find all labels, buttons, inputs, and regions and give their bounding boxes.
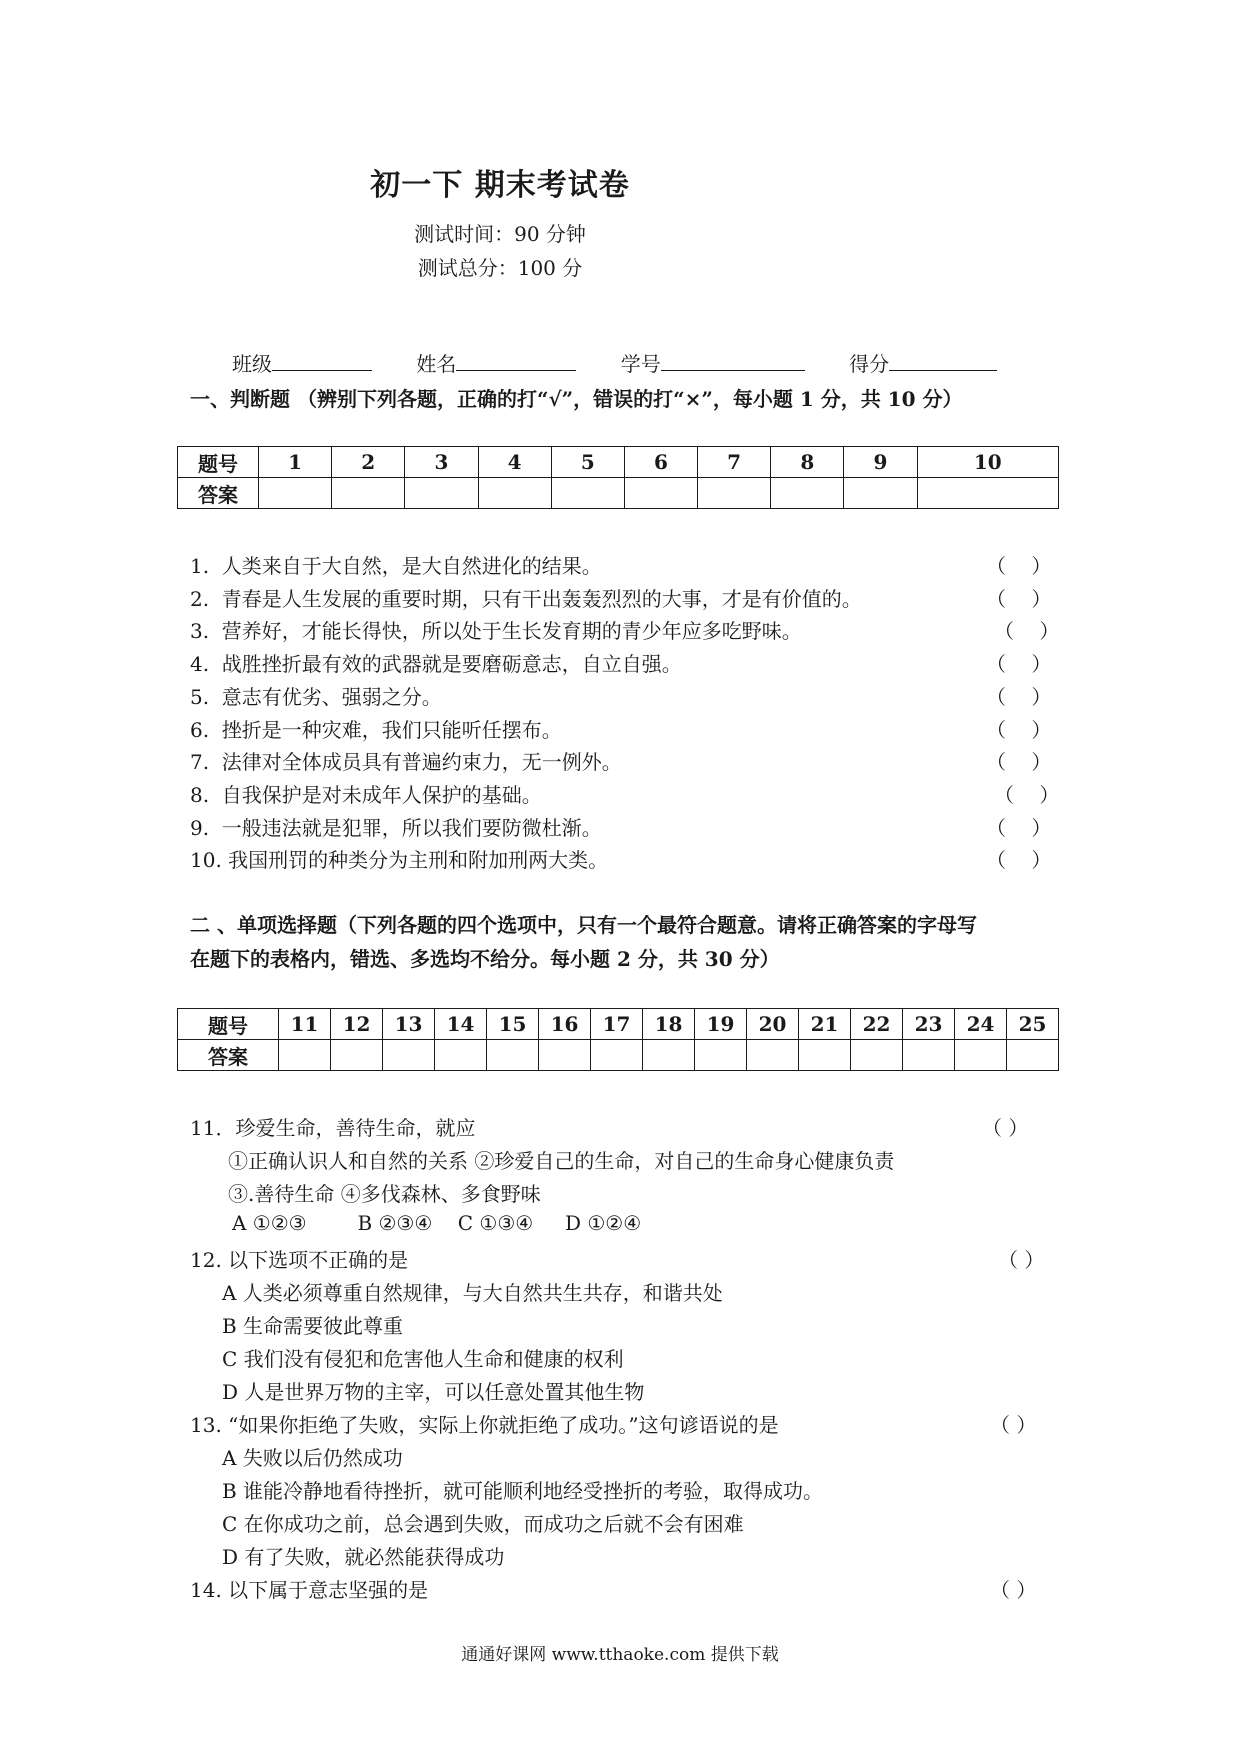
answer-cell[interactable]: [331, 1040, 383, 1071]
table-number-cell: 1: [259, 447, 332, 478]
question-14-answer-paren[interactable]: （ ）: [990, 1578, 1037, 1602]
question-14-stem: 14. 以下属于意志坚强的是: [190, 1578, 429, 1602]
table-header-row: [178, 447, 1059, 478]
tf-question-1: 1. 人类来自于大自然，是大自然进化的结果。: [190, 554, 602, 578]
answer-cell[interactable]: [698, 478, 771, 509]
answer-cell[interactable]: [259, 478, 332, 509]
table-number-cell: 3: [405, 447, 478, 478]
table-number-cell: 9: [844, 447, 917, 478]
tf-question-5: 5. 意志有优劣、强弱之分。: [190, 684, 442, 709]
question-11-statements-2: ③.善待生命 ④多伐森林、多食野味: [228, 1182, 541, 1206]
tf-question-7: 7. 法律对全体成员具有普遍约束力，无一例外。: [190, 750, 622, 775]
answer-cell[interactable]: [844, 478, 917, 509]
question-12-stem: 12. 以下选项不正确的是: [190, 1248, 409, 1272]
table-number-cell: 23: [903, 1009, 955, 1040]
score-label: 得分: [849, 352, 890, 376]
table-number-cell: 14: [435, 1009, 487, 1040]
tf-answer-paren-4[interactable]: （ ）: [986, 652, 1052, 677]
answer-cell[interactable]: [624, 478, 697, 509]
question-11-statements-1: ①正确认识人和自然的关系 ②珍爱自己的生命，对自己的生命身心健康负责: [228, 1149, 895, 1173]
tf-answer-paren-7[interactable]: （ ）: [986, 750, 1052, 775]
answer-cell[interactable]: [591, 1040, 643, 1071]
table-number-cell: 25: [1007, 1009, 1059, 1040]
answer-cell[interactable]: [955, 1040, 1007, 1071]
answer-cell[interactable]: [799, 1040, 851, 1071]
tf-question-6: 6. 挫折是一种灾难，我们只能听任摆布。: [190, 717, 562, 742]
table-answer-label: 答案: [178, 478, 259, 509]
question-12-answer-paren[interactable]: （ ）: [998, 1248, 1045, 1272]
question-12-option-a: A 人类必须尊重自然规律，与大自然共生共存，和谐共处: [222, 1281, 723, 1305]
student-id-label: 学号: [620, 352, 661, 376]
table-number-cell: 17: [591, 1009, 643, 1040]
table-number-cell: 15: [487, 1009, 539, 1040]
answer-cell[interactable]: [917, 478, 1058, 509]
question-11-options: A ①②③ B ②③④ C ①③④ D ①②④: [232, 1211, 642, 1235]
question-12-option-d: D 人是世界万物的主宰，可以任意处置其他生物: [222, 1380, 645, 1404]
table-number-cell: 4: [478, 447, 551, 478]
table-answer-row: [178, 478, 1059, 509]
tf-question-4: 4. 战胜挫折最有效的武器就是要磨砺意志，自立自强。: [190, 652, 682, 677]
tf-answer-paren-10[interactable]: （ ）: [986, 848, 1052, 873]
section2-heading-line1: 二 、单项选择题（下列各题的四个选项中，只有一个最符合题意。请将正确答案的字母写: [190, 913, 977, 937]
table-number-cell: 12: [331, 1009, 383, 1040]
tf-answer-paren-1[interactable]: （ ）: [986, 554, 1052, 578]
tf-answer-paren-2[interactable]: （ ）: [986, 586, 1052, 611]
student-info-row: [232, 348, 997, 377]
tf-question-2: 2. 青春是人生发展的重要时期，只有干出轰轰烈烈的大事，才是有价值的。: [190, 586, 862, 611]
question-13-option-b: B 谁能冷静地看待挫折，就可能顺利地经受挫折的考验，取得成功。: [222, 1479, 824, 1503]
exam-title: 初一下 期末考试卷: [370, 168, 630, 203]
answer-cell[interactable]: [1007, 1040, 1059, 1071]
answer-cell[interactable]: [332, 478, 405, 509]
answer-cell[interactable]: [747, 1040, 799, 1071]
table-number-cell: 7: [698, 447, 771, 478]
table-header-label: 题号: [178, 1009, 279, 1040]
section1-heading: 一、判断题 （辨别下列各题，正确的打“√”，错误的打“×”，每小题 1 分，共 10 分）: [190, 387, 963, 411]
table-number-cell: 2: [332, 447, 405, 478]
answer-cell[interactable]: [903, 1040, 955, 1071]
answer-cell[interactable]: [478, 478, 551, 509]
question-13-answer-paren[interactable]: （ ）: [990, 1413, 1037, 1437]
tf-answer-paren-6[interactable]: （ ）: [986, 717, 1052, 742]
answer-cell[interactable]: [851, 1040, 903, 1071]
answer-cell[interactable]: [383, 1040, 435, 1071]
table-number-cell: 13: [383, 1009, 435, 1040]
name-label: 姓名: [416, 352, 457, 376]
student-id-blank[interactable]: [661, 350, 805, 371]
answer-cell[interactable]: [435, 1040, 487, 1071]
table-number-cell: 22: [851, 1009, 903, 1040]
table-number-cell: 8: [771, 447, 844, 478]
table-answer-row: [178, 1040, 1059, 1071]
question-11-answer-paren[interactable]: （ ）: [982, 1116, 1029, 1140]
table-number-cell: 18: [643, 1009, 695, 1040]
table-header-row: [178, 1009, 1059, 1040]
tf-question-10: 10. 我国刑罚的种类分为主刑和附加刑两大类。: [190, 848, 609, 873]
table-number-cell: 16: [539, 1009, 591, 1040]
score-blank[interactable]: [889, 350, 997, 371]
exam-time: 测试时间：90 分钟: [414, 222, 586, 246]
tf-question-9: 9. 一般违法就是犯罪，所以我们要防微杜渐。: [190, 815, 602, 840]
tf-question-8: 8. 自我保护是对未成年人保护的基础。: [190, 782, 542, 807]
tf-answer-paren-8[interactable]: （ ）: [994, 782, 1060, 807]
question-13-option-d: D 有了失败，就必然能获得成功: [222, 1545, 505, 1569]
answer-cell[interactable]: [539, 1040, 591, 1071]
table-number-cell: 5: [551, 447, 624, 478]
tf-question-3: 3. 营养好，才能长得快，所以处于生长发育期的青少年应多吃野味。: [190, 619, 802, 644]
answer-cell[interactable]: [405, 478, 478, 509]
tf-answer-paren-9[interactable]: （ ）: [986, 815, 1052, 840]
answer-cell[interactable]: [279, 1040, 331, 1071]
tf-answer-paren-5[interactable]: （ ）: [986, 684, 1052, 709]
table-number-cell: 11: [279, 1009, 331, 1040]
answer-cell[interactable]: [487, 1040, 539, 1071]
exam-total-score: 测试总分：100 分: [417, 256, 583, 280]
table-header-label: 题号: [178, 447, 259, 478]
table-number-cell: 24: [955, 1009, 1007, 1040]
question-12-option-c: C 我们没有侵犯和危害他人生命和健康的权利: [222, 1347, 624, 1371]
question-11-stem: 11．珍爱生命，善待生命，就应: [190, 1116, 476, 1140]
table-number-cell: 21: [799, 1009, 851, 1040]
section1-answer-table: [177, 446, 1059, 509]
table-number-cell: 10: [917, 447, 1058, 478]
question-13-stem: 13. “如果你拒绝了失败，实际上你就拒绝了成功。”这句谚语说的是: [190, 1413, 779, 1437]
answer-cell[interactable]: [695, 1040, 747, 1071]
question-13-option-a: A 失败以后仍然成功: [222, 1446, 403, 1470]
table-answer-label: 答案: [178, 1040, 279, 1071]
tf-answer-paren-3[interactable]: （ ）: [994, 619, 1060, 644]
answer-cell[interactable]: [551, 478, 624, 509]
section2-answer-table: [177, 1008, 1059, 1071]
question-12-option-b: B 生命需要彼此尊重: [222, 1314, 404, 1338]
footer-credit: 通通好课网 www.tthaoke.com 提供下载: [461, 1645, 779, 1665]
answer-cell[interactable]: [771, 478, 844, 509]
answer-cell[interactable]: [643, 1040, 695, 1071]
class-label: 班级: [232, 352, 272, 376]
table-number-cell: 19: [695, 1009, 747, 1040]
name-blank[interactable]: [456, 350, 576, 371]
section2-heading-line2: 在题下的表格内，错选、多选均不给分。每小题 2 分，共 30 分）: [190, 947, 780, 971]
table-number-cell: 20: [747, 1009, 799, 1040]
class-blank[interactable]: [272, 350, 372, 371]
table-number-cell: 6: [624, 447, 697, 478]
question-13-option-c: C 在你成功之前，总会遇到失败，而成功之后就不会有困难: [222, 1512, 744, 1536]
